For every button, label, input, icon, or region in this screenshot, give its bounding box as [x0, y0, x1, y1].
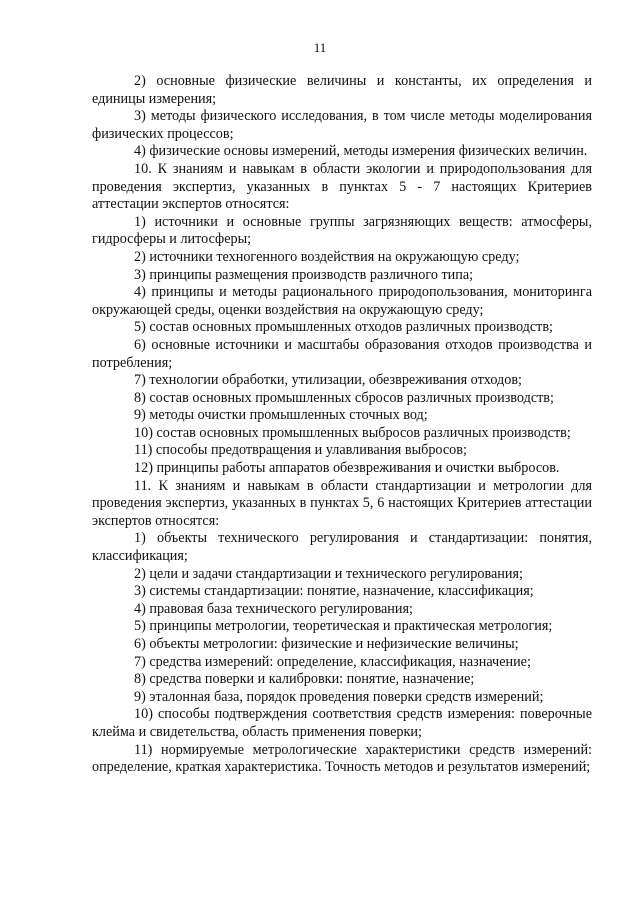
list-item: 8) состав основных промышленных сбросов различных производств; [134, 389, 554, 406]
list-item: 4) правовая база технического регулирования; [134, 600, 413, 617]
list-item: 2) источники техногенного воздействия на окружающую среду; [134, 248, 520, 265]
list-item: 3) системы стандартизации: понятие, назначение, классификация; [134, 583, 534, 600]
list-item: 9) методы очистки промышленных сточных вод; [134, 407, 428, 424]
list-item: 6) основные источники и масштабы образования отходов производства и потребления; [92, 336, 592, 371]
list-item: 12) принципы работы аппаратов обезвреживания и очистки выбросов. [134, 460, 560, 477]
list-item: 1) источники и основные группы загрязняющих веществ: атмосферы, гидросферы и литосферы; [92, 213, 592, 248]
list-item: 4) физические основы измерений, методы измерения физических величин. [134, 143, 588, 160]
list-item: 7) средства измерений: определение, классификация, назначение; [134, 653, 531, 670]
page-number: 11 [313, 40, 327, 55]
list-item: 3) принципы размещения производств различного типа; [134, 266, 474, 283]
document-body [92, 73, 592, 777]
list-item: 11) нормируемые метрологические характеристики средств измерений: определение, краткая характеристика. Точность методов и результатов измерений; [92, 741, 592, 776]
list-item: 3) методы физического исследования, в том числе методы моделирования физических процессов; [92, 108, 592, 142]
list-item: 10) состав основных промышленных выбросов различных производств; [134, 424, 571, 441]
list-item: 1) объекты технического регулирования и стандартизации: понятия, классификация; [92, 530, 592, 565]
list-item: 2) основные физические величины и константы, их определения и единицы измерения; [92, 73, 592, 107]
section-paragraph: 11. К знаниям и навыкам в области стандартизации и метрологии для проведения экспертиз, указанных в пунктах 5, 6 настоящих Критериев аттестации экспертов относятся: [92, 477, 592, 529]
list-item: 9) эталонная база, порядок проведения поверки средств измерений; [134, 688, 544, 705]
list-item: 5) принципы метрологии, теоретическая и практическая метрология; [134, 618, 553, 635]
list-item: 7) технологии обработки, утилизации, обезвреживания отходов; [134, 372, 522, 389]
list-item: 4) принципы и методы рационального природопользования, мониторинга окружающей среды, оценки воздействия на окружающую среду; [92, 284, 592, 318]
list-item: 8) средства поверки и калибровки: понятие, назначение; [134, 671, 475, 688]
list-item: 2) цели и задачи стандартизации и технического регулирования; [134, 565, 523, 582]
list-item: 6) объекты метрологии: физические и нефизические величины; [134, 636, 519, 652]
section-paragraph: 10. К знаниям и навыкам в области экологии и природопользования для проведения экспертиз, указанных в пунктах 5 - 7 настоящих Критериев аттестации экспертов относятся: [92, 160, 592, 213]
list-item: 11) способы предотвращения и улавливания выбросов; [134, 442, 467, 459]
list-item: 10) способы подтверждения соответствия средств измерения: поверочные клейма и свидетельства, область применения поверки; [92, 706, 592, 740]
list-item: 5) состав основных промышленных отходов различных производств; [134, 319, 553, 336]
